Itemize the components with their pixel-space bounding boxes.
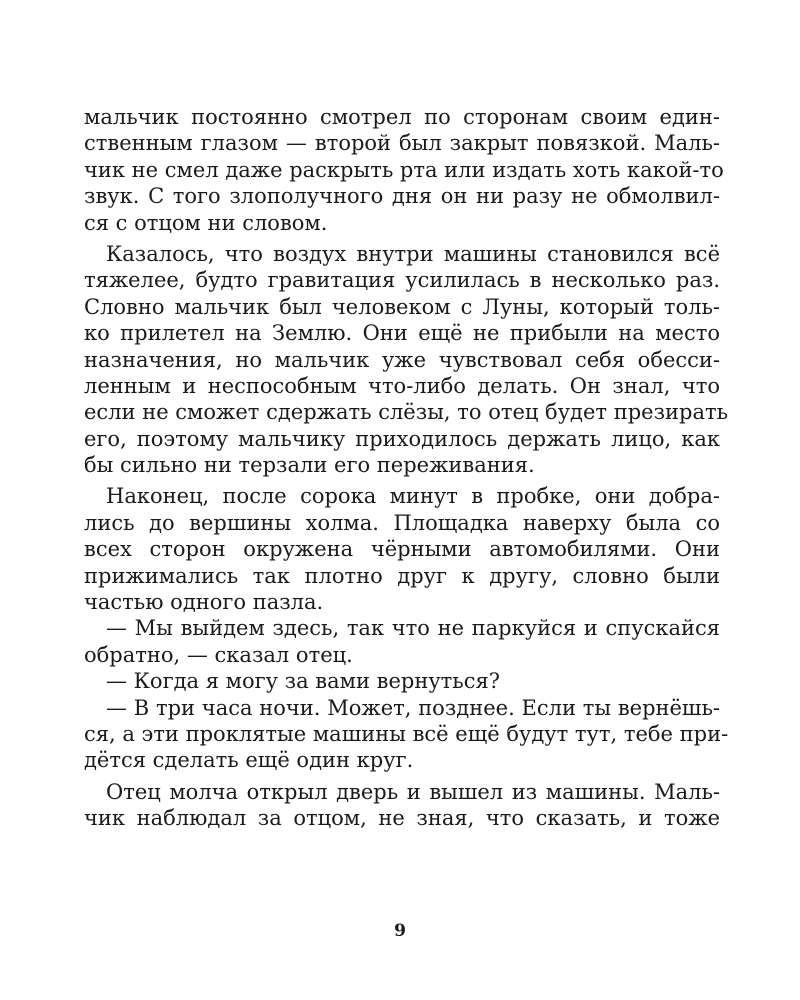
text-line: мальчик постоянно смотрел по сторонам своим един- [84, 105, 720, 129]
text-line: — Когда я могу за вами вернуться? [106, 669, 500, 694]
text-line: чик не смел даже раскрыть рта или издать хоть какой-то [84, 157, 724, 182]
paragraph [84, 104, 724, 236]
text-line: — Мы выйдем здесь, так что не паркуйся и спускайся [106, 616, 720, 641]
text-line: если не сможет сдержать слёзы, то отец будет презирать [84, 400, 729, 425]
text-line: лись до вершины холма. Площадка наверху была со [84, 510, 720, 535]
text-line: ственным глазом — второй был закрыт повязкой. Маль- [84, 131, 720, 156]
text-line: назначения, но мальчик уже чувствовал себя обесси- [84, 347, 720, 372]
dialogue-paragraph [84, 615, 720, 668]
text-line: обратно, — сказал отец. [84, 642, 353, 667]
text-line: Словно мальчик был человеком с Луны, который толь- [84, 294, 720, 319]
text-line: всех сторон окружена чёрными автомобилями. Они [84, 537, 720, 562]
text-line: ко прилетел на Землю. Они ещё не прибыли на место [84, 321, 720, 346]
text-line: ся с отцом ни словом. [84, 210, 328, 235]
text-line: Наконец, после сорока минут в пробке, они добра- [106, 484, 720, 509]
paragraph [84, 779, 720, 832]
text-line: бы сильно ни терзали его переживания. [84, 453, 535, 478]
paragraph [84, 241, 729, 479]
text-line: его, поэтому мальчику приходилось держать лицо, как [84, 426, 720, 451]
text-line: прижимались так плотно друг к другу, словно были [84, 563, 720, 588]
text-line: Отец молча открыл дверь и вышел из машины. Маль- [106, 779, 720, 804]
text-line: дётся сделать ещё один круг. [84, 748, 414, 773]
text-line: тяжелее, будто гравитация усилилась в несколько раз. [84, 268, 720, 293]
text-line: — В три часа ночи. Может, позднее. Если ты вернёшь- [106, 695, 720, 720]
text-line: ленным и неспособным что-либо делать. Он знал, что [84, 373, 720, 398]
dialogue-paragraph [84, 695, 729, 774]
page-number: 9 [394, 921, 406, 941]
paragraph [84, 483, 720, 615]
text-line: частью одного пазла. [84, 590, 324, 615]
text-line: Казалось, что воздух внутри машины становился всё [106, 241, 720, 266]
text-line: чик наблюдал за отцом, не зная, что сказать, и тоже [84, 806, 720, 831]
text-line: ся, а эти проклятые машины всё ещё будут тут, тебе при- [84, 721, 729, 746]
page-body-text [84, 104, 729, 832]
text-line: звук. С того злополучного дня он ни разу не обмолвил- [84, 184, 720, 209]
dialogue-paragraph [84, 668, 720, 694]
